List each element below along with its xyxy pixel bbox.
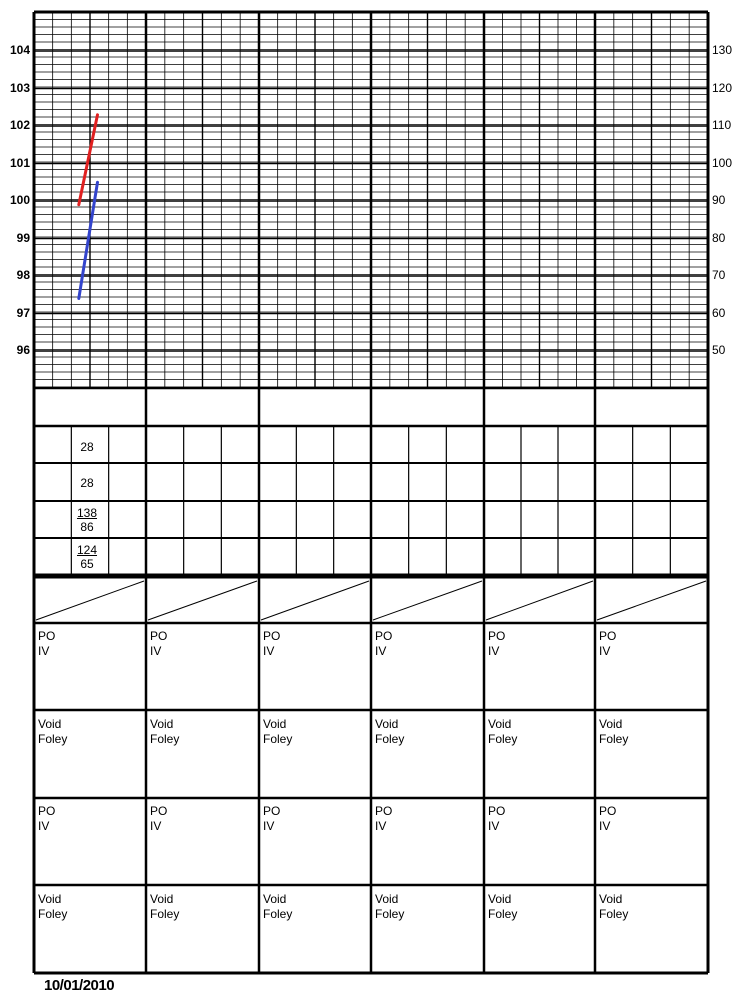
intake-label-bottom: IV — [375, 819, 387, 833]
intake-label-cell — [599, 804, 616, 834]
intake-label-cell — [38, 804, 55, 834]
right-axis-tick-label: 50 — [712, 343, 726, 357]
right-axis-tick-label: 110 — [712, 118, 732, 132]
diagonal-divider — [486, 581, 593, 620]
output-label-top: Void — [375, 717, 399, 731]
intake-label-top: PO — [488, 629, 506, 643]
output-label-top: Void — [150, 892, 174, 906]
output-label-top: Void — [599, 717, 623, 731]
output-label-top: Void — [38, 892, 62, 906]
intake-label-top: PO — [263, 804, 281, 818]
left-axis-tick-label: 103 — [9, 80, 30, 95]
bp-systolic: 124 — [76, 543, 98, 557]
output-label-bottom: Foley — [488, 907, 518, 921]
left-axis-tick-label: 99 — [16, 230, 30, 245]
output-label-bottom: Foley — [150, 907, 180, 921]
output-label-bottom: Foley — [38, 907, 68, 921]
diagonal-divider — [373, 581, 482, 620]
left-axis-tick-label: 96 — [16, 343, 30, 357]
output-label-cell — [488, 892, 517, 922]
output-label-bottom: Foley — [599, 907, 629, 921]
diagonal-divider — [148, 581, 257, 620]
output-label-cell — [488, 717, 517, 747]
intake-label-top: PO — [150, 629, 168, 643]
bp-diastolic: 65 — [80, 557, 94, 571]
intake-label-bottom: IV — [150, 819, 162, 833]
output-label-bottom: Foley — [375, 732, 405, 746]
intake-label-bottom: IV — [375, 644, 387, 658]
intake-label-top: PO — [150, 804, 168, 818]
left-axis-tick-label: 97 — [16, 305, 30, 320]
output-label-cell — [150, 717, 179, 747]
intake-label-cell — [599, 629, 616, 659]
right-axis-tick-label: 60 — [712, 305, 726, 320]
output-label-cell — [38, 717, 67, 747]
respiration-value-2: 28 — [80, 476, 94, 490]
output-label-top: Void — [488, 717, 512, 731]
left-axis-tick-label: 98 — [16, 268, 30, 282]
intake-label-cell — [150, 629, 167, 659]
bp-diastolic: 86 — [80, 520, 94, 534]
diagonal-divider — [597, 581, 706, 620]
left-axis-tick-label: 101 — [9, 155, 30, 170]
output-label-bottom: Foley — [263, 732, 293, 746]
intake-label-bottom: IV — [599, 644, 611, 658]
output-label-top: Void — [263, 892, 287, 906]
intake-label-bottom: IV — [488, 644, 500, 658]
right-axis-tick-label: 100 — [712, 155, 733, 170]
output-label-bottom: Foley — [150, 732, 180, 746]
output-label-cell — [38, 892, 67, 922]
intake-label-bottom: IV — [488, 819, 500, 833]
output-label-cell — [263, 717, 292, 747]
intake-label-cell — [375, 804, 392, 834]
bp-systolic: 138 — [76, 506, 98, 520]
right-axis-tick-label: 90 — [712, 193, 726, 207]
output-label-bottom: Foley — [38, 732, 68, 746]
output-label-top: Void — [38, 717, 62, 731]
right-axis-tick-label: 80 — [712, 230, 726, 245]
output-label-cell — [599, 717, 628, 747]
intake-label-cell — [263, 804, 280, 834]
right-axis-tick-label: 120 — [712, 80, 733, 95]
output-label-cell — [263, 892, 292, 922]
sheet-date: 10/01/2010 — [44, 977, 115, 994]
output-label-cell — [375, 717, 404, 747]
intake-label-cell — [263, 629, 280, 659]
intake-label-bottom: IV — [150, 644, 162, 658]
output-label-cell — [375, 892, 404, 922]
respiration-value-1: 28 — [80, 440, 94, 454]
output-label-bottom: Foley — [488, 732, 518, 746]
intake-label-top: PO — [375, 804, 393, 818]
intake-label-top: PO — [38, 629, 56, 643]
intake-label-top: PO — [599, 804, 617, 818]
intake-label-bottom: IV — [599, 819, 611, 833]
blood-pressure-2 — [72, 543, 102, 571]
diagonal-divider — [261, 581, 369, 620]
output-label-top: Void — [599, 892, 623, 906]
intake-label-top: PO — [599, 629, 617, 643]
output-label-bottom: Foley — [599, 732, 629, 746]
intake-label-bottom: IV — [263, 644, 275, 658]
intake-label-bottom: IV — [38, 819, 50, 833]
output-label-top: Void — [488, 892, 512, 906]
output-label-bottom: Foley — [375, 907, 405, 921]
intake-label-cell — [488, 804, 505, 834]
left-axis-tick-label: 100 — [9, 193, 30, 207]
intake-label-cell — [488, 629, 505, 659]
intake-label-top: PO — [375, 629, 393, 643]
output-label-cell — [599, 892, 628, 922]
right-axis-tick-label: 70 — [712, 268, 726, 282]
output-label-top: Void — [375, 892, 399, 906]
intake-label-top: PO — [38, 804, 56, 818]
intake-label-cell — [375, 629, 392, 659]
output-label-cell — [150, 892, 179, 922]
diagonal-divider — [36, 581, 144, 620]
left-axis-tick-label: 102 — [9, 118, 30, 132]
intake-label-cell — [38, 629, 55, 659]
intake-label-top: PO — [263, 629, 281, 643]
intake-label-top: PO — [488, 804, 506, 818]
intake-label-bottom: IV — [38, 644, 50, 658]
output-label-top: Void — [263, 717, 287, 731]
right-axis-tick-label: 130 — [712, 43, 733, 57]
output-label-top: Void — [150, 717, 174, 731]
output-label-bottom: Foley — [263, 907, 293, 921]
left-axis-tick-label: 104 — [9, 43, 30, 57]
intake-label-bottom: IV — [263, 819, 275, 833]
blood-pressure-1 — [72, 506, 102, 534]
intake-label-cell — [150, 804, 167, 834]
